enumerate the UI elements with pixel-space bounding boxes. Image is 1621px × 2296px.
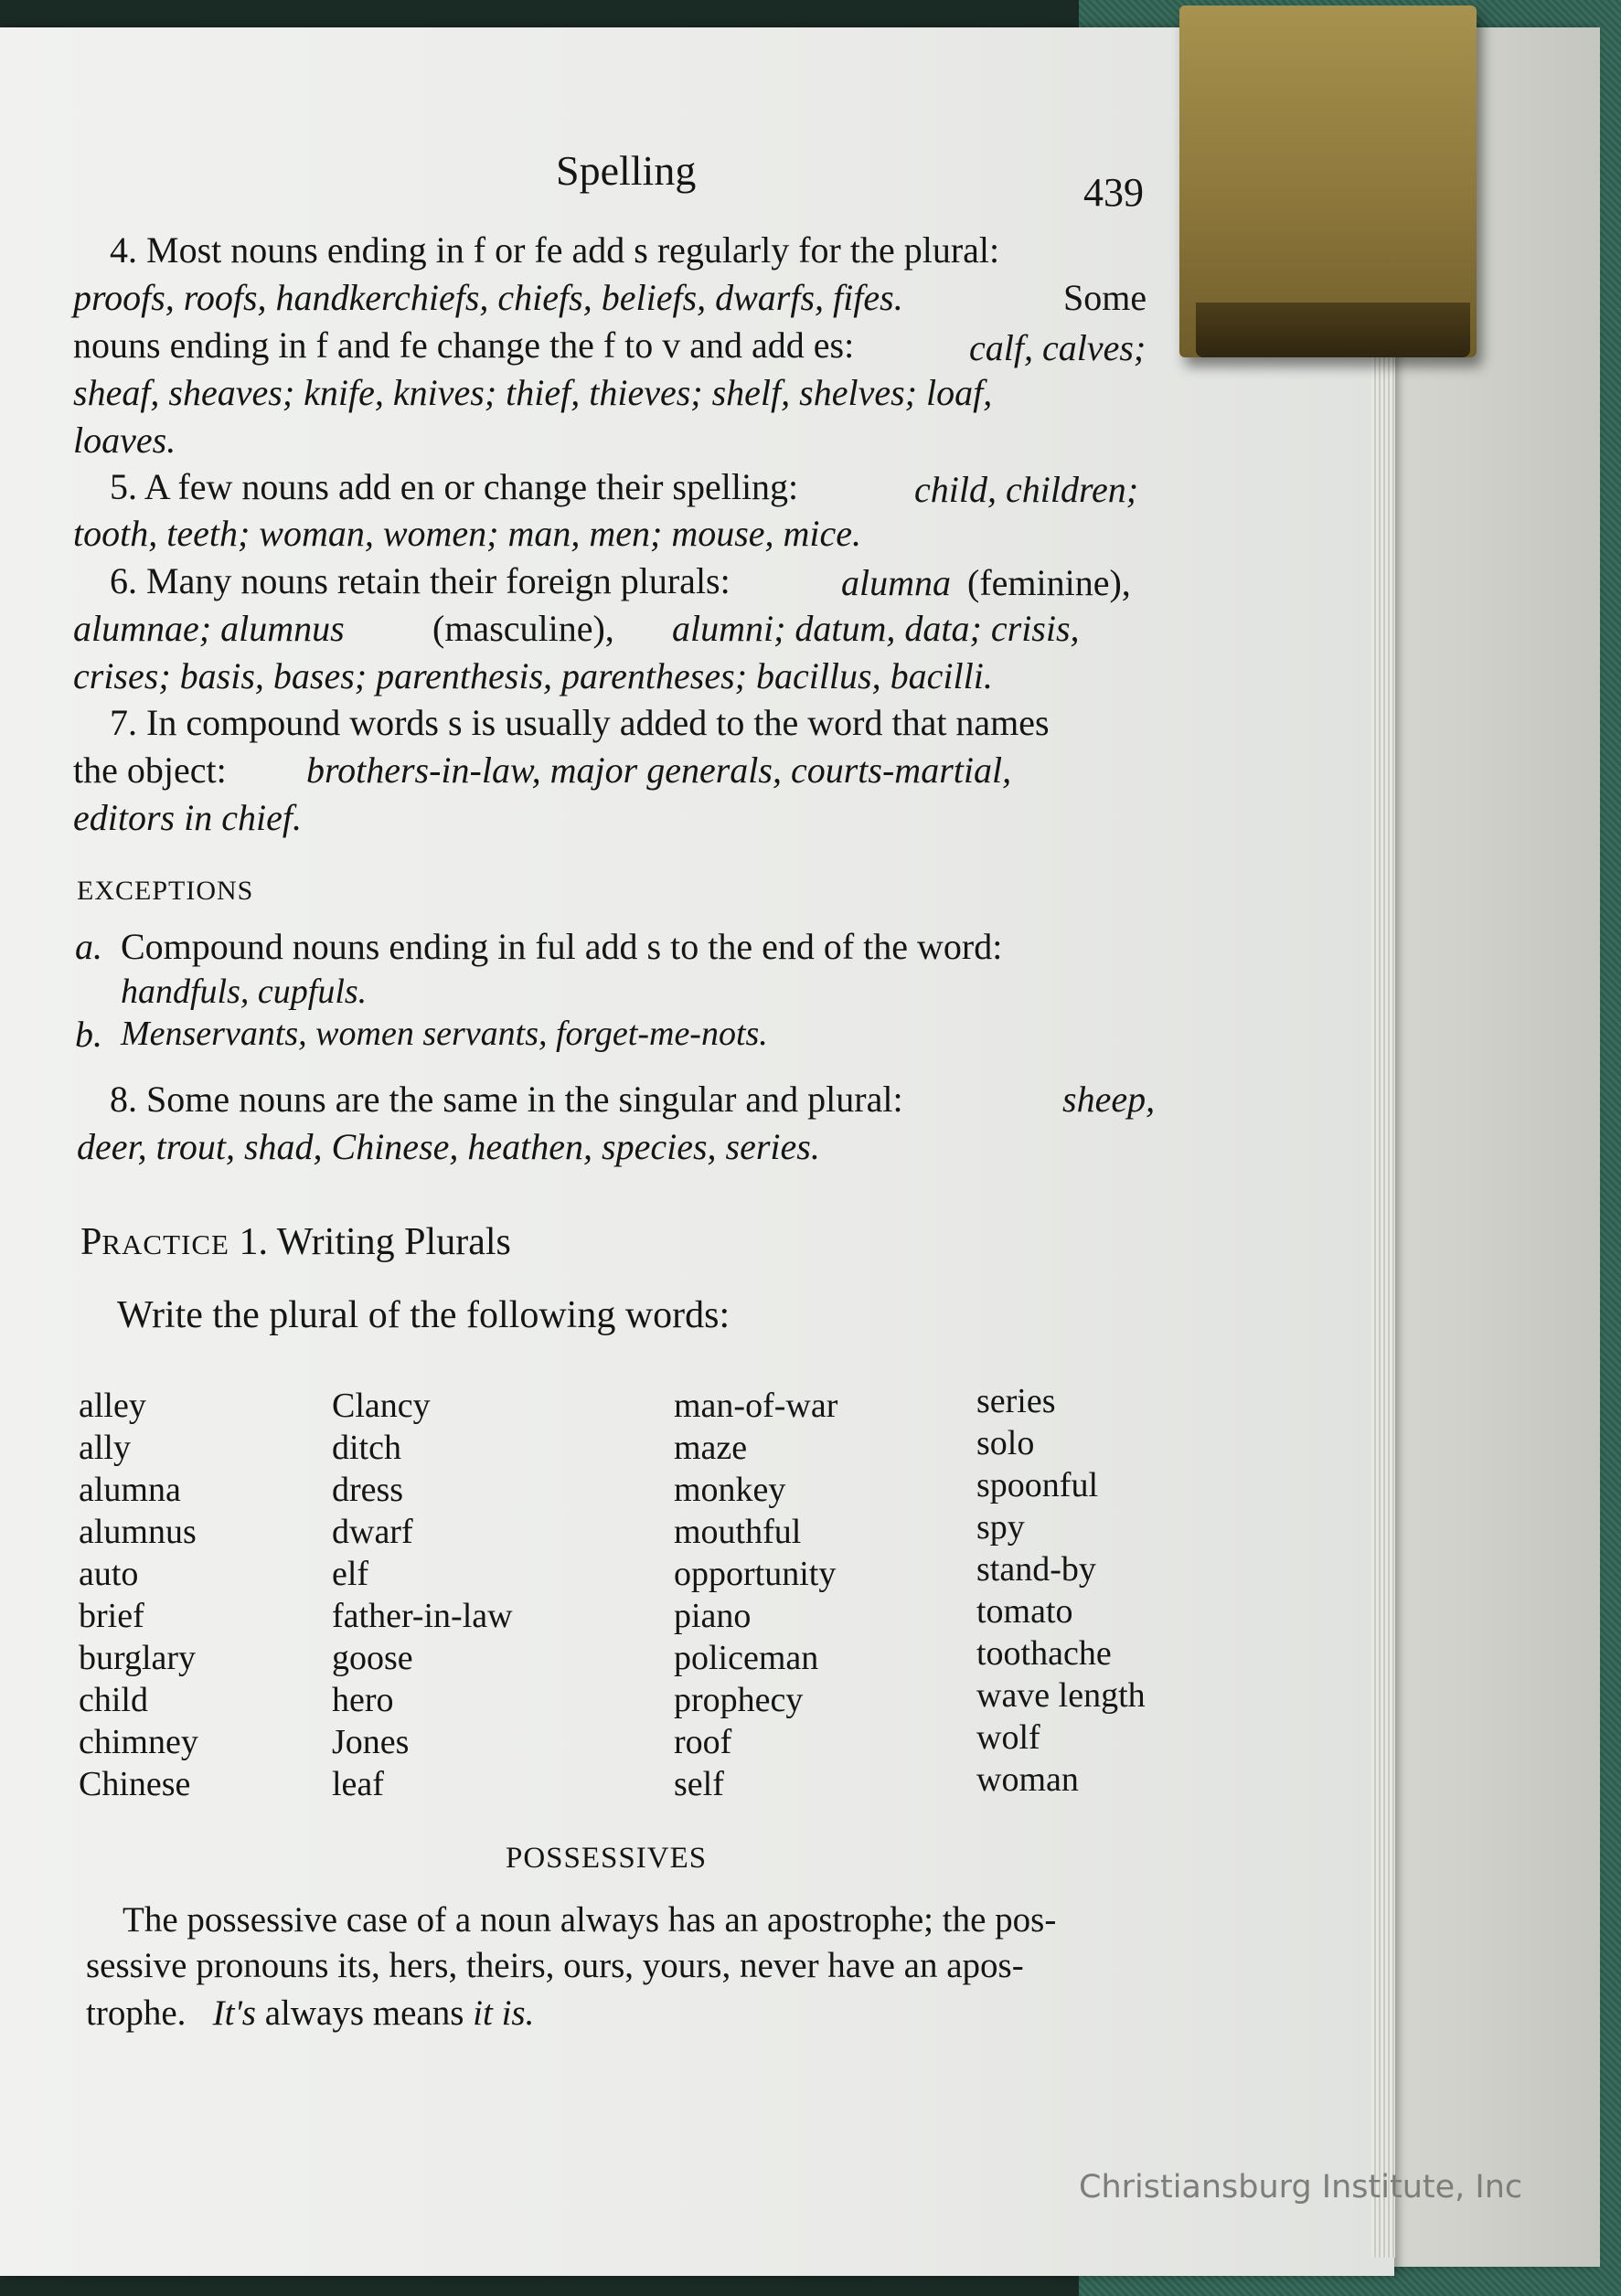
rule-5-line-1: 5. A few nouns add en or change their spelling: — [110, 466, 799, 507]
possessives-its-contraction: It's — [212, 1993, 256, 2033]
word-item: Clancy — [332, 1387, 431, 1425]
rule-4-line-5: loaves. — [73, 420, 176, 461]
rule-8-sheep: sheep, — [1062, 1079, 1156, 1120]
word-column-4 — [976, 1380, 1146, 1801]
word-item: spoonful — [976, 1466, 1098, 1504]
word-item: brief — [79, 1597, 144, 1635]
rule-6-masculine: (masculine), — [432, 608, 614, 649]
rule-7-line-2b: brothers-in-law, major generals, courts-martial, — [306, 749, 1012, 791]
possessives-trophe: trophe. — [86, 1993, 187, 2033]
rule-6-alumna: alumna — [841, 562, 951, 603]
rule-4-line-3-end: calf, calves; — [969, 327, 1146, 368]
exception-a-text: Compound nouns ending in ful add s to the end of the word: — [121, 926, 1003, 967]
word-item: alumnus — [79, 1513, 197, 1551]
rule-6-line-2a: alumnae; alumnus — [73, 608, 345, 649]
word-item: Chinese — [79, 1765, 191, 1803]
watermark: Christiansburg Institute, Inc — [1079, 2169, 1523, 2206]
word-item: mouthful — [674, 1513, 802, 1551]
exception-b-label: b. — [75, 1014, 102, 1055]
bookmark-tab — [1179, 5, 1477, 357]
possessives-it-is: it is. — [473, 1993, 535, 2033]
running-head: Spelling — [556, 147, 697, 194]
rule-6-line-2c: alumni; datum, data; crisis, — [672, 608, 1080, 649]
word-item: opportunity — [674, 1555, 837, 1593]
word-item: self — [674, 1765, 724, 1803]
possessives-line-1: The possessive case of a noun always has an apostrophe; the pos- — [123, 1900, 1057, 1940]
practice-instruction: Write the plural of the following words: — [117, 1294, 731, 1336]
practice-heading-smallcaps: RACTICE — [101, 1228, 229, 1260]
word-item: child — [79, 1681, 148, 1719]
rule-4-line-3: nouns ending in f and fe change the f to v and add es: — [73, 324, 855, 366]
rule-4-line-2: proofs, roofs, handkerchiefs, chiefs, beliefs, dwarfs, fifes. — [73, 277, 903, 318]
word-item: prophecy — [674, 1681, 804, 1719]
possessives-line-3 — [86, 1990, 534, 2036]
word-column-3 — [674, 1385, 837, 1805]
word-item: piano — [674, 1597, 752, 1635]
rule-8-line-2: deer, trout, shad, Chinese, heathen, species, series. — [77, 1126, 820, 1167]
word-item: burglary — [79, 1639, 197, 1677]
word-item: alley — [79, 1387, 146, 1425]
rule-7-line-1: 7. In compound words s is usually added to the word that names — [110, 702, 1050, 743]
word-item: alumna — [79, 1471, 181, 1509]
rule-4-line-4: sheaf, sheaves; knife, knives; thief, thieves; shelf, shelves; loaf, — [73, 372, 993, 413]
word-item: monkey — [674, 1471, 786, 1509]
word-item: chimney — [79, 1723, 198, 1761]
practice-heading — [80, 1220, 511, 1264]
word-item: wolf — [976, 1718, 1040, 1757]
exception-a-label: a. — [75, 926, 102, 967]
word-item: dress — [332, 1471, 404, 1509]
word-item: solo — [976, 1424, 1035, 1462]
word-item: ditch — [332, 1429, 401, 1467]
word-item: hero — [332, 1681, 394, 1719]
word-item: dwarf — [332, 1513, 413, 1551]
rule-6-line-3: crises; basis, bases; parenthesis, parentheses; bacillus, bacilli. — [73, 655, 993, 696]
word-item: tomato — [976, 1592, 1073, 1631]
book-page — [0, 27, 1394, 2276]
word-item: woman — [976, 1760, 1079, 1799]
possessives-heading: POSSESSIVES — [506, 1842, 708, 1875]
practice-heading-title: 1. Writing Plurals — [239, 1221, 511, 1263]
word-item: elf — [332, 1555, 369, 1593]
exception-b-text: Menservants, women servants, forget-me-nots. — [121, 1015, 768, 1053]
rule-4-line-1: 4. Most nouns ending in f or fe add s regularly for the plural: — [110, 229, 1000, 271]
rule-6-line-1: 6. Many nouns retain their foreign plurals: — [110, 560, 731, 601]
possessives-always-means: always means — [264, 1993, 464, 2033]
rule-7-line-3: editors in chief. — [73, 797, 302, 838]
word-item: father-in-law — [332, 1597, 513, 1635]
word-column-1 — [79, 1385, 198, 1805]
word-item: series — [976, 1382, 1056, 1420]
exception-a-examples: handfuls, cupfuls. — [121, 973, 368, 1011]
word-item: spy — [976, 1508, 1025, 1547]
possessives-line-2: sessive pronouns its, hers, theirs, ours, yours, never have an apos- — [86, 1946, 1024, 1985]
rule-5-line-2: tooth, teeth; woman, women; man, men; mouse, mice. — [73, 513, 862, 554]
word-item: auto — [79, 1555, 139, 1593]
word-item: roof — [674, 1723, 732, 1761]
rule-8-line-1: 8. Some nouns are the same in the singular and plural: — [110, 1079, 903, 1120]
rule-5-line-1-end: child, children; — [914, 469, 1139, 510]
word-item: stand-by — [976, 1550, 1096, 1589]
word-item: goose — [332, 1639, 413, 1677]
rule-4-line-2-end: Some — [1063, 277, 1147, 318]
exceptions-heading: EXCEPTIONS — [77, 876, 254, 906]
word-item: ally — [79, 1429, 131, 1467]
word-item: maze — [674, 1429, 748, 1467]
word-item: wave length — [976, 1676, 1146, 1715]
practice-heading-initial: P — [80, 1221, 102, 1263]
word-item: policeman — [674, 1639, 819, 1677]
word-item: leaf — [332, 1765, 384, 1803]
word-item: toothache — [976, 1634, 1112, 1673]
word-item: man-of-war — [674, 1387, 838, 1425]
rule-6-feminine: (feminine), — [967, 562, 1131, 603]
rule-7-line-2a: the object: — [73, 749, 227, 791]
page-number: 439 — [1083, 170, 1144, 215]
word-column-2 — [332, 1385, 513, 1805]
page-edges — [1371, 347, 1395, 2258]
word-item: Jones — [332, 1723, 410, 1761]
